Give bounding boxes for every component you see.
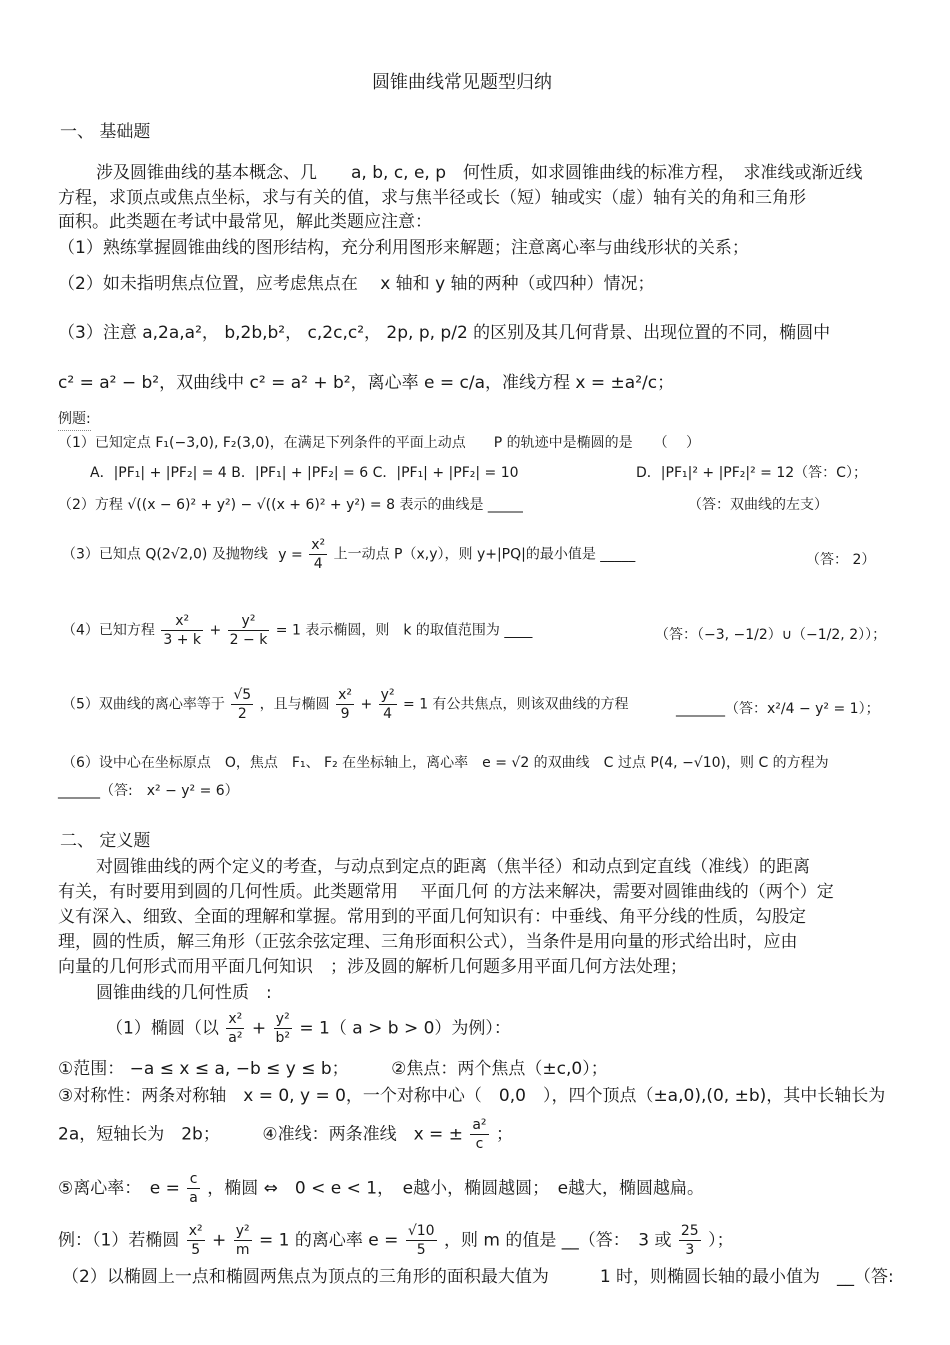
question-5-tail: = 1 有公共焦点，则该双曲线的方程 [403, 696, 629, 713]
eccentricity-lead: ⑤离心率： e = [58, 1178, 180, 1199]
question-1: （1）已知定点 F₁(−3,0), F₂(3,0)，在满足下列条件的平面上动点 P 的轨迹中是椭圆的是 （ ） [58, 435, 701, 451]
section-heading-basic: 一、 基础题 [60, 122, 151, 142]
property-eccentricity [58, 1170, 704, 1207]
question-3-answer: （答： 2） [806, 552, 876, 568]
question-4-answer: （答：（−3, −1/2）∪（−1/2, 2））； [655, 627, 887, 643]
question-6-answer: ______（答: x² − y² = 6） [58, 783, 239, 799]
axes-directrix-tail: ； [495, 1124, 513, 1145]
question-4-lead: （4）已知方程 [62, 622, 155, 639]
definition-para-3: 义有深入、细致、全面的理解和掌握。常用到的平面几何知识有：中垂线、角平分线的性质，勾股定 [58, 907, 806, 927]
ellipse-header-tail: = 1（ a > b > 0）为例）： [299, 1018, 511, 1039]
plus-sign: + [360, 696, 373, 713]
fraction-x2-over-9: $\frac{\text{x²}}{9}$ [338, 687, 353, 722]
note-3: （3）注意 a,2a,a²， b,2b,b²， c,2c,c²， 2p, p, p/2 的区别及其几何背景、出现位置的不同，椭圆中 [58, 323, 831, 343]
question-3 [62, 536, 635, 573]
intro-line-2: 方程，求顶点或焦点坐标，求与有关的值，求与焦半径或长（短）轴或实（虚）轴有关的角和三角形 [58, 188, 806, 208]
plus-sign: + [212, 1230, 227, 1251]
fraction-y2-over-2k: $\frac{\text{y²}}{2 - k}$ [229, 613, 268, 648]
fraction-x2-over-a2: $\frac{\text{x²}}{\text{a²}}$ [228, 1011, 243, 1046]
question-5-mid: ，且与椭圆 [259, 696, 330, 713]
example-1-lead: 例：（1）若椭圆 [58, 1230, 180, 1251]
fraction-y2-over-b2: $\frac{\text{y²}}{\text{b²}}$ [275, 1011, 290, 1046]
note-3-cont: c² = a² − b²，双曲线中 c² = a² + b²，离心率 e = c/a，准线方程 x = ±a²/c； [58, 373, 675, 393]
question-2-answer: （答：双曲线的左支） [688, 497, 828, 513]
fraction-x2-over-5: $\frac{\text{x²}}{5}$ [188, 1223, 203, 1258]
definition-para-2: 有关，有时要用到圆的几何性质。此类题常用 平面几何 的方法来解决，需要对圆锥曲线的（两个）定 [58, 882, 834, 902]
intro-line-3: 面积。此类题在考试中最常见，解此类题应注意： [58, 212, 432, 232]
examples-label: 例题: [58, 408, 91, 431]
example-1 [58, 1222, 734, 1259]
question-6: （6）设中心在坐标原点 O，焦点 F₁、 F₂ 在坐标轴上，离心率 e = √2 的双曲线 C 过点 P(4, −√10)，则 C 的方程为 [62, 755, 829, 771]
question-3-tail: 上一动点 P（x,y），则 y+|PQ|的最小值是 _____ [333, 546, 636, 563]
fraction-sqrt10-over-5: $\frac{√10}{5}$ [407, 1223, 435, 1258]
fraction-x2-over-3k: $\frac{\text{x²}}{3 + k}$ [163, 613, 202, 648]
section-heading-definition: 二、 定义题 [60, 831, 151, 851]
fraction-25-over-3: $\frac{25}{3}$ [680, 1223, 699, 1258]
ellipse-example-header [106, 1010, 511, 1047]
question-5-lead: （5）双曲线的离心率等于 [62, 696, 225, 713]
question-3-lead: （3）已知点 Q(2√2,0) 及抛物线 [62, 546, 268, 563]
question-5-answer: _______（答：x²/4 − y² = 1）； [676, 701, 880, 717]
example-1-answer: ，则 m 的值是 __（答： 3 或 [443, 1230, 672, 1251]
plus-sign: + [209, 622, 222, 639]
note-2: （2）如未指明焦点位置，应考虑焦点在 x 轴和 y 轴的两种（或四种）情况； [58, 274, 655, 294]
geometric-properties-title: 圆锥曲线的几何性质 : [96, 983, 272, 1003]
fraction-y2-over-4: $\frac{\text{y²}}{4}$ [380, 687, 395, 722]
fraction-sqrt5-over-2: $\frac{√5}{2}$ [233, 687, 252, 722]
definition-para-4: 理，圆的性质，解三角形（正弦余弦定理、三角形面积公式），当条件是用向量的形式给出时，应由 [58, 932, 798, 952]
question-4 [62, 612, 532, 649]
question-5 [62, 686, 629, 723]
fraction-y2-over-m: $\frac{\text{y²}}{m}$ [235, 1223, 250, 1258]
fraction-c-over-a: $\frac{c}{a}$ [189, 1171, 198, 1206]
example-1-tail: ）； [708, 1230, 734, 1251]
intro-line-1: 涉及圆锥曲线的基本概念、几 a, b, c, e, p 何性质，如求圆锥曲线的标准方程， 求准线或渐近线 [96, 163, 863, 183]
property-range-focus: ①范围： −a ≤ x ≤ a, −b ≤ y ≤ b； ②焦点：两个焦点（±c,0）； [58, 1059, 608, 1079]
e-equals: e = [368, 1230, 399, 1251]
fraction-a2-over-c: $\frac{\text{a²}}{c}$ [472, 1117, 487, 1152]
property-axes-directrix [58, 1116, 513, 1153]
definition-para-1: 对圆锥曲线的两个定义的考查，与动点到定点的距离（焦半径）和动点到定直线（准线）的距离 [96, 857, 810, 877]
plus-sign: + [251, 1018, 267, 1039]
page-title: 圆锥曲线常见题型归纳 [372, 72, 552, 93]
fraction-x2-over-4: $\frac{\text{x²}}{4}$ [311, 537, 326, 572]
question-2: （2）方程 √((x − 6)² + y²) − √((x + 6)² + y²) = 8 表示的曲线是 _____ [58, 497, 523, 513]
axes-directrix-lead: 2a，短轴长为 2b； ④准线：两条准线 x = ± [58, 1124, 463, 1145]
question-1-option-d: D．|PF₁|² + |PF₂|² = 12（答：C）； [636, 465, 867, 481]
y-equals: y = [278, 546, 303, 563]
question-4-tail: = 1 表示椭圆，则 k 的取值范围为 ____ [275, 622, 533, 639]
example-2: （2）以椭圆上一点和椭圆两焦点为顶点的三角形的面积最大值为 1 时，则椭圆长轴的最小值为 __（答: [62, 1267, 894, 1287]
example-1-mid: = 1 的离心率 [259, 1230, 363, 1251]
note-1: （1）熟练掌握圆锥曲线的图形结构，充分利用图形来解题；注意离心率与曲线形状的关系； [58, 238, 749, 258]
question-1-options: A．|PF₁| + |PF₂| = 4 B．|PF₁| + |PF₂| = 6 C．|PF₁| + |PF₂| = 10 [90, 465, 519, 481]
property-symmetry: ③对称性：两条对称轴 x = 0, y = 0，一个对称中心（ 0,0 ），四个顶点（±a,0),(0, ±b)，其中长轴长为 [58, 1086, 886, 1106]
ellipse-header-lead: （1）椭圆（以 [106, 1018, 219, 1039]
definition-para-5: 向量的几何形式而用平面几何知识 ；涉及圆的解析几何题多用平面几何方法处理； [58, 957, 687, 977]
eccentricity-tail: ，椭圆 ⇔ 0 < e < 1， e越小，椭圆越圆； e越大，椭圆越扁。 [207, 1178, 705, 1199]
